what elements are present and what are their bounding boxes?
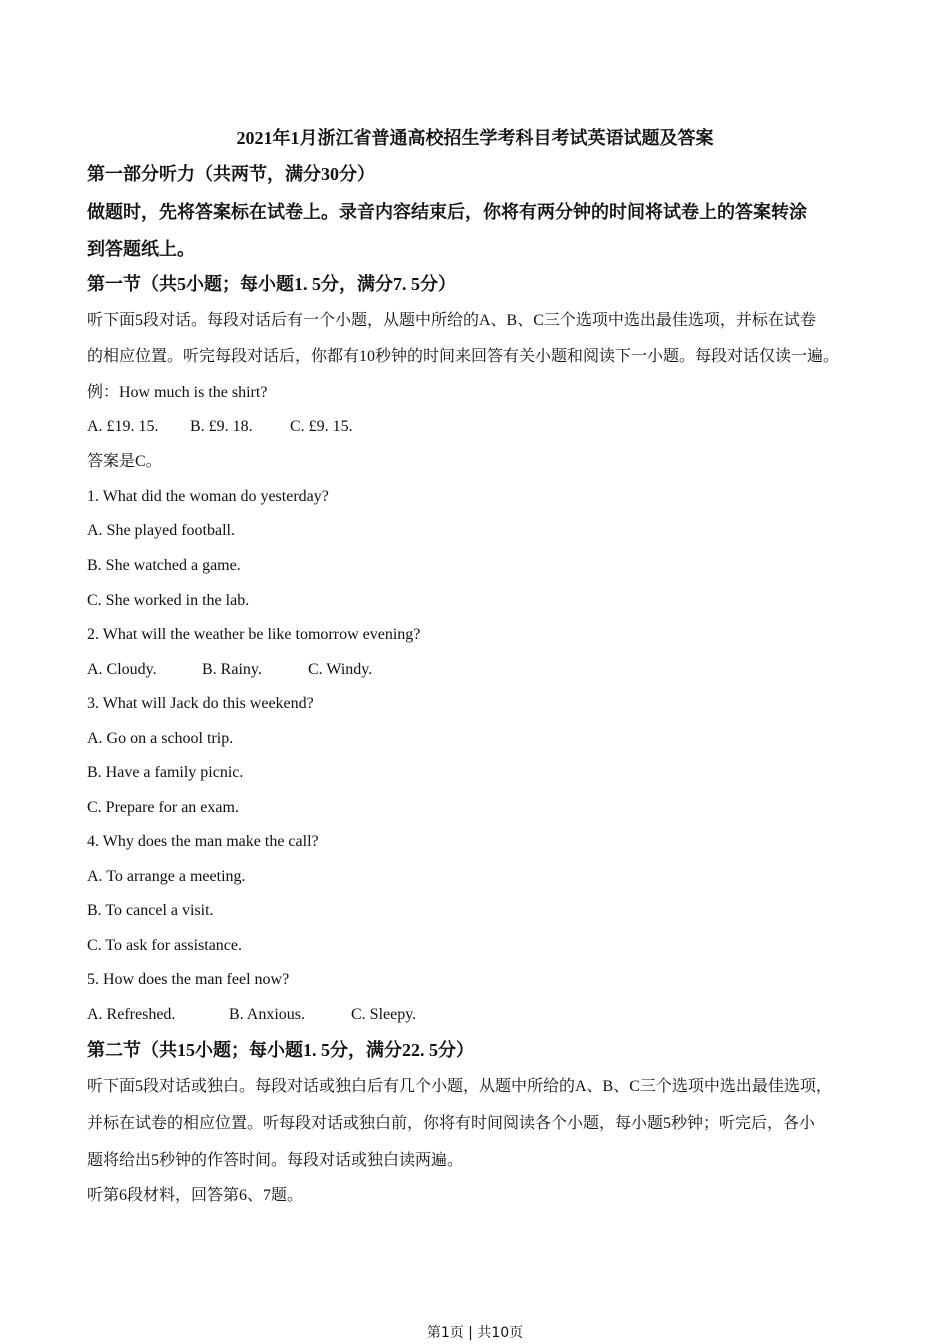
question-2-option-b: B. Rainy.: [202, 661, 262, 678]
example-answer: 答案是C。: [87, 453, 162, 470]
question-5-option-a: A. Refreshed.: [87, 1006, 176, 1023]
question-1-option-a: A. She played football.: [87, 522, 235, 539]
question-4-option-c: C. To ask for assistance.: [87, 937, 242, 954]
section2-material-note: 听第6段材料，回答第6、7题。: [87, 1187, 304, 1204]
section2-heading: 第二节（共15小题；每小题1. 5分，满分22. 5分）: [87, 1040, 474, 1060]
question-3: 3. What will Jack do this weekend?: [87, 695, 314, 712]
example-question: 例：How much is the shirt?: [87, 384, 268, 401]
page-footer: 第1页 | 共10页: [426, 1325, 524, 1341]
part1-instruction-line-2: 到答题纸上。: [87, 239, 195, 259]
section1-heading: 第一节（共5小题；每小题1. 5分，满分7. 5分）: [87, 274, 456, 294]
example-option-a: A. £19. 15.: [87, 418, 159, 435]
example-option-c: C. £9. 15.: [290, 418, 353, 435]
section2-intro-line-2: 并标在试卷的相应位置。听每段对话或独白前，你将有时间阅读各个小题，每小题5秒钟；听完后，各小: [87, 1115, 816, 1132]
question-2-option-a: A. Cloudy.: [87, 661, 157, 678]
question-5-options: [87, 1004, 416, 1026]
question-4-option-a: A. To arrange a meeting.: [87, 868, 246, 885]
question-1-option-c: C. She worked in the lab.: [87, 592, 250, 609]
question-1: 1. What did the woman do yesterday?: [87, 488, 329, 505]
section2-intro-line-1: 听下面5段对话或独白。每段对话或独白后有几个小题，从题中所给的A、B、C三个选项中选出最佳选项，: [87, 1078, 832, 1095]
part1-heading: 第一部分听力（共两节，满分30分）: [87, 164, 375, 184]
question-4-option-b: B. To cancel a visit.: [87, 902, 214, 919]
example-option-b: B. £9. 18.: [190, 418, 253, 435]
section1-intro-line-2: 的相应位置。听完每段对话后，你都有10秒钟的时间来回答有关小题和阅读下一小题。每段对话仅读一遍。: [87, 348, 840, 365]
section2-intro-line-3: 题将给出5秒钟的作答时间。每段对话或独白读两遍。: [87, 1152, 464, 1169]
question-3-option-a: A. Go on a school trip.: [87, 730, 234, 747]
part1-instruction-line-1: 做题时，先将答案标在试卷上。录音内容结束后，你将有两分钟的时间将试卷上的答案转涂: [87, 202, 807, 222]
question-3-option-c: C. Prepare for an exam.: [87, 799, 239, 816]
question-2: 2. What will the weather be like tomorrow evening?: [87, 626, 421, 643]
section1-intro-line-1: 听下面5段对话。每段对话后有一个小题，从题中所给的A、B、C三个选项中选出最佳选项，并标在试卷: [87, 312, 816, 329]
question-3-option-b: B. Have a family picnic.: [87, 764, 244, 781]
document-title: 2021年1月浙江省普通高校招生学考科目考试英语试题及答案: [236, 128, 714, 148]
question-4: 4. Why does the man make the call?: [87, 833, 319, 850]
question-2-option-c: C. Windy.: [308, 661, 373, 678]
question-5-option-c: C. Sleepy.: [351, 1006, 417, 1023]
question-5-option-b: B. Anxious.: [229, 1006, 306, 1023]
question-5: 5. How does the man feel now?: [87, 971, 290, 988]
question-2-options: [87, 659, 372, 681]
example-options: [87, 416, 353, 438]
question-1-option-b: B. She watched a game.: [87, 557, 241, 574]
